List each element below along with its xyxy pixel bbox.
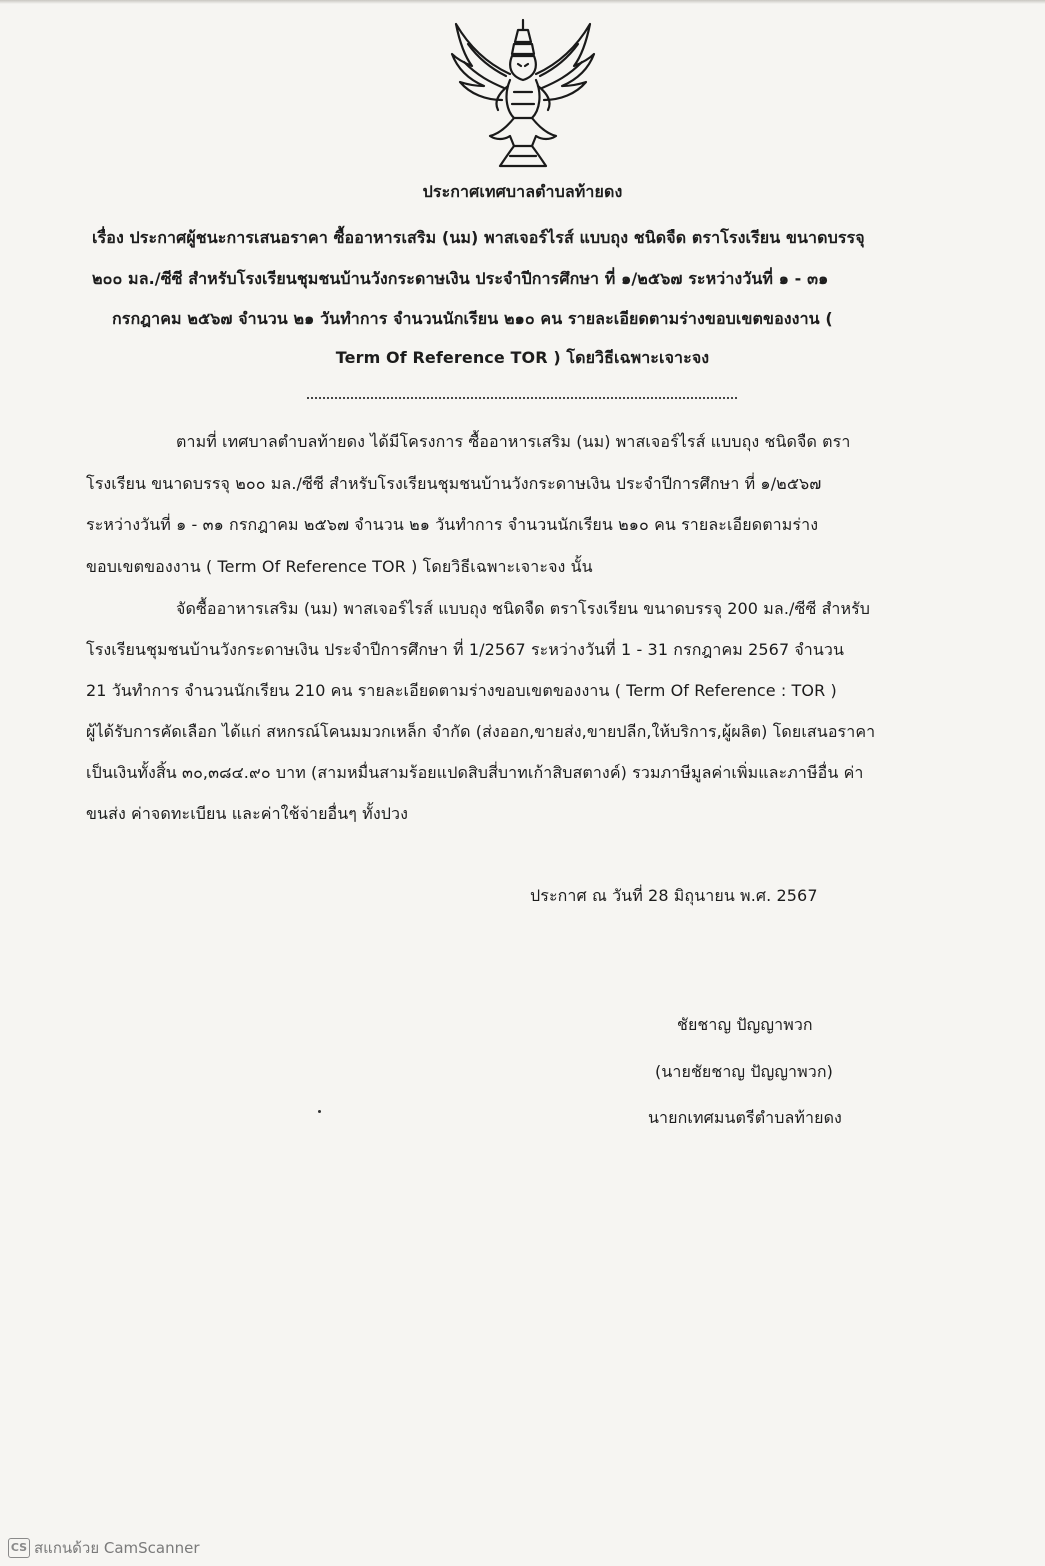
paragraph1-line-4: ขอบเขตของงาน ( Term Of Reference TOR ) โดยวิธีเฉพาะเจาะจง นั้น [86, 557, 593, 576]
paragraph2-line-4: ผู้ได้รับการคัดเลือก ได้แก่ สหกรณ์โคนมมวกเหล็ก จำกัด (ส่งออก,ขายส่ง,ขายปลีก,ให้บริการ,ผู้ผลิต) โดยเสนอราคา [86, 722, 876, 741]
page-edge-shadow [0, 0, 1045, 4]
garuda-emblem-icon [448, 14, 598, 172]
camscanner-watermark [8, 1536, 200, 1560]
camscanner-logo-icon: CS [8, 1538, 30, 1558]
subject-line-2: ๒๐๐ มล./ซีซี สำหรับโรงเรียนชุมชนบ้านวังกระดาษเงิน ประจำปีการศึกษา ที่ ๑/๒๕๖๗ ระหว่างวันที่ ๑ - ๓๑ [92, 269, 829, 288]
signed-name: ชัยชาญ ปัญญาพวก [677, 1015, 813, 1034]
subject-line-4: Term Of Reference TOR ) โดยวิธีเฉพาะเจาะจง [335, 348, 710, 367]
paragraph1-line-3: ระหว่างวันที่ ๑ - ๓๑ กรกฎาคม ๒๕๖๗ จำนวน ๒๑ วันทำการ จำนวนนักเรียน ๒๑๐ คน รายละเอียดตามร่าง [86, 515, 819, 534]
printed-name: (นายชัยชาญ ปัญญาพวก) [655, 1062, 834, 1081]
paragraph1-line-2: โรงเรียน ขนาดบรรจุ ๒๐๐ มล./ซีซี สำหรับโรงเรียนชุมชนบ้านวังกระดาษเงิน ประจำปีการศึกษา ที่ ๑/๒๕๖๗ [86, 474, 822, 493]
scan-speck [318, 1110, 321, 1113]
subject-line-1: เรื่อง ประกาศผู้ชนะการเสนอราคา ซื้ออาหารเสริม (นม) พาสเจอร์ไรส์ แบบถุง ชนิดจืด ตราโรงเรียน ขนาดบรรจุ [92, 228, 865, 247]
paragraph2-line-6: ขนส่ง ค่าจดทะเบียน และค่าใช้จ่ายอื่นๆ ทั้งปวง [86, 804, 408, 823]
paragraph2-line-2: โรงเรียนชุมชนบ้านวังกระดาษเงิน ประจำปีการศึกษา ที่ 1/2567 ระหว่างวันที่ 1 - 31 กรกฎาคม 2567 จำนวน [86, 640, 845, 659]
paragraph2-line-5: เป็นเงินทั้งสิ้น ๓๐,๓๘๔.๙๐ บาท (สามหมื่นสามร้อยแปดสิบสี่บาทเก้าสิบสตางค์) รวมภาษีมูลค่าเพิ่มและภาษีอื่น ค่า [86, 763, 864, 782]
announcement-date: ประกาศ ณ วันที่ 28 มิถุนายน พ.ศ. 2567 [530, 886, 818, 905]
paragraph2-line-3: 21 วันทำการ จำนวนนักเรียน 210 คน รายละเอียดตามร่างขอบเขตของงาน ( Term Of Reference : TOR ) [86, 681, 837, 700]
paragraph2-line-1: จัดซื้ออาหารเสริม (นม) พาสเจอร์ไรส์ แบบถุง ชนิดจืด ตราโรงเรียน ขนาดบรรจุ 200 มล./ซีซี สำหรับ [176, 599, 871, 618]
dotted-divider [307, 397, 737, 399]
announcement-title: ประกาศเทศบาลตำบลท้ายดง [422, 182, 623, 201]
subject-line-3: กรกฎาคม ๒๕๖๗ จำนวน ๒๑ วันทำการ จำนวนนักเรียน ๒๑๐ คน รายละเอียดตามร่างขอบเขตของงาน ( [112, 309, 833, 328]
paragraph1-line-1: ตามที่ เทศบาลตำบลท้ายดง ได้มีโครงการ ซื้ออาหารเสริม (นม) พาสเจอร์ไรส์ แบบถุง ชนิดจืด ตรา [176, 432, 851, 451]
signatory-position: นายกเทศมนตรีตำบลท้ายดง [648, 1108, 842, 1127]
camscanner-text: สแกนด้วย CamScanner [34, 1539, 200, 1557]
